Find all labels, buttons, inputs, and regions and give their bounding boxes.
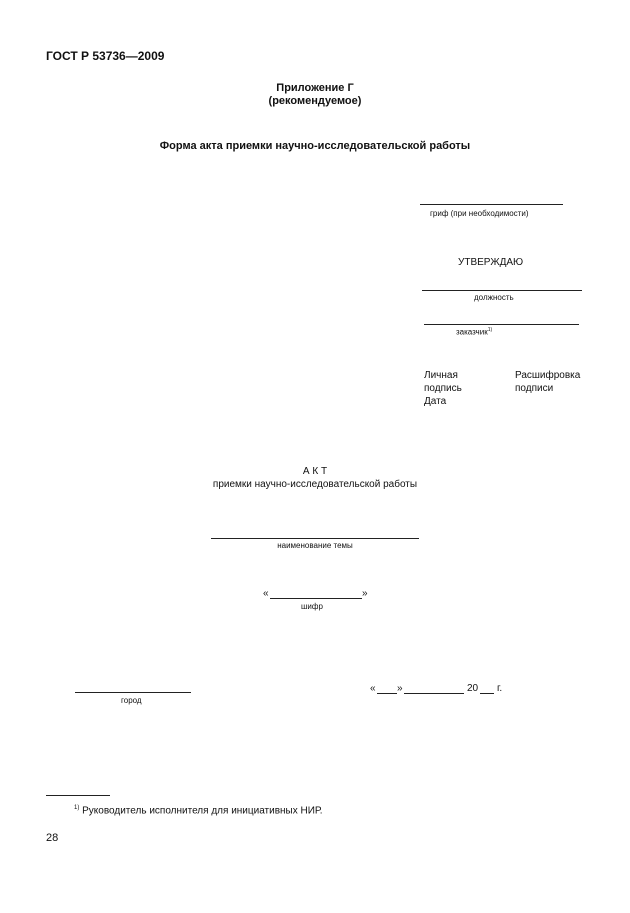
appendix-status: (рекомендуемое): [268, 95, 362, 107]
city-line: [75, 692, 191, 693]
position-line: [422, 290, 582, 291]
footnote-text: Руководитель исполнителя для инициативных НИР.: [82, 805, 323, 817]
decode-label-line1: Расшифровка: [515, 370, 581, 381]
year-prefix: 20: [467, 683, 479, 694]
stamp-label: гриф (при необходимости): [430, 209, 529, 218]
customer-footnote-mark: 1): [487, 327, 493, 333]
signature-label-line1: Личная: [424, 370, 458, 381]
code-label: шифр: [301, 602, 323, 611]
customer-line: [424, 324, 579, 325]
date-day-line: [377, 693, 397, 694]
code-close-quote: »: [362, 588, 368, 599]
footnote-mark: 1): [74, 805, 80, 811]
footnote: [74, 805, 323, 816]
date-label: Дата: [424, 396, 447, 407]
page-number: 28: [46, 832, 59, 844]
customer-label: [456, 327, 492, 337]
document-standard-code: ГОСТ Р 53736—2009: [46, 49, 165, 63]
position-label: должность: [474, 293, 514, 302]
theme-label: наименование темы: [277, 541, 353, 550]
theme-line: [211, 538, 419, 539]
appendix-title: Приложение Г: [276, 82, 354, 94]
approval-heading: УТВЕРЖДАЮ: [458, 257, 524, 268]
code-line: [270, 598, 362, 599]
act-subtitle: приемки научно-исследовательской работы: [212, 479, 418, 490]
date-month-line: [404, 693, 464, 694]
date-close-quote: »: [397, 683, 403, 694]
signature-label-line2: подпись: [424, 383, 462, 394]
customer-label-text: заказчик: [456, 327, 488, 337]
year-suffix: г.: [497, 683, 503, 694]
act-title: А К Т: [302, 466, 328, 477]
form-title: Форма акта приемки научно-исследовательской работы: [159, 140, 471, 152]
decode-label-line2: подписи: [515, 383, 554, 394]
city-label: город: [121, 696, 142, 705]
stamp-line: [420, 204, 563, 205]
code-open-quote: «: [263, 588, 269, 599]
footnote-separator: [46, 795, 110, 796]
date-open-quote: «: [370, 683, 376, 694]
year-line: [480, 693, 494, 694]
